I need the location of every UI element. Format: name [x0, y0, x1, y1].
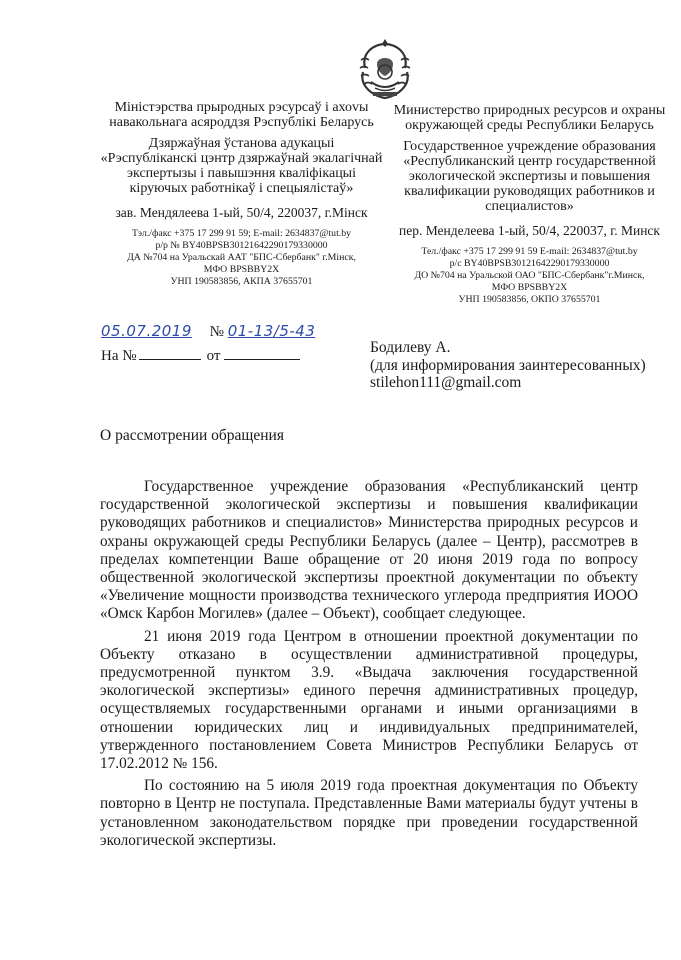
recipient-name: Бодилеву А. — [370, 339, 451, 356]
unp-ru: УНП 190583856, ОКПО 37655701 — [458, 294, 601, 305]
mfo-by: МФО BPSBBY2X — [203, 264, 280, 275]
phone-by: Тэл./факс +375 17 299 91 59; E-mail: 2634837@tut.by — [131, 228, 352, 239]
registration-date: 05.07.2019 — [101, 322, 192, 340]
letter-subject: О рассмотрении обращения — [100, 427, 284, 444]
reference-number-blank — [139, 347, 201, 360]
header-belarusian — [100, 100, 383, 288]
body-paragraph: 21 июня 2019 года Центром в отношении проектной документации по Объекту отказано в осуществлении административной процедуры, предусмотренной пунктом 3.9. «Выдача заключения государственной экологической экспертизы» единого перечня административных процедур, осуществляемых государственными органами и иными организациями в отношении юридических лиц и индивидуальных предпринимателей, утвержденного постановлением Совета Министров Республики Беларусь от 17.02.2012 № 156. — [100, 627, 638, 773]
phone-ru: Тел./факс +375 17 299 91 59 E-mail: 2634837@tut.by — [421, 246, 638, 257]
recipient-block — [370, 339, 646, 392]
address-ru: пер. Менделеева 1-ый, 50/4, 220037, г. Минск — [399, 223, 660, 238]
requisites-by — [100, 228, 383, 288]
bank-ru: ДО №704 на Уральской ОАО "БПС-Сбербанк"г.Минск, — [414, 270, 645, 281]
reference-date-blank — [224, 347, 300, 360]
ministry-name-ru: Министерство природных ресурсов и охраны окружающей среды Республики Беларусь — [393, 103, 666, 133]
requisites-ru — [388, 246, 671, 306]
bank-by: ДА №704 на Уральскай ААТ "БПС-Сбербанк" г.Мінск, — [127, 252, 356, 263]
recipient-email: stilehon111@gmail.com — [370, 374, 522, 391]
institution-name-by: Дзяржаўная ўстанова адукацыі «Рэспубліканскі цэнтр дзяржаўнай экалагічнай экспертызы і павышэння кваліфікацыі кіруючых работнікаў і спецыялістаў» — [100, 136, 383, 196]
body-paragraph: Государственное учреждение образования «Республиканский центр государственной экологической экспертизы и повышения квалификации руководящих работников и специалистов» Министерства природных ресурсов и охраны окружающей среды Республики Беларусь (далее – Центр), рассмотрев в пределах компетенции Ваше обращение от 20 июня 2019 года по вопросу общественной экологической экспертизы проектной документации по объекту «Увеличение мощности производства технического углерода предприятия ИООО «Омск Карбон Могилев» (далее – Объект), сообщает следующее. — [100, 478, 638, 623]
reference-prefix: На № — [101, 348, 137, 364]
address-by: зав. Мендялеева 1-ый, 50/4, 220037, г.Мінск — [115, 205, 368, 220]
letter-body — [100, 478, 638, 854]
mfo-ru: МФО BPSBBY2X — [491, 282, 568, 293]
state-emblem-icon — [355, 38, 415, 100]
reference-from: от — [206, 348, 221, 364]
account-ru: р/с BY40BPSB30121642290179330000 — [449, 258, 610, 269]
recipient-note: (для информирования заинтересованных) — [370, 356, 646, 374]
reference-line — [101, 347, 300, 365]
registration-number-label: № — [209, 324, 224, 340]
unp-by: УНП 190583856, АКПА 37655701 — [170, 276, 313, 287]
registration-number: 01-13/5-43 — [227, 322, 316, 340]
body-paragraph: По состоянию на 5 июля 2019 года проектная документация по Объекту повторно в Центр не поступала. Представленные Вами материалы будут учтены в установленном законодательством порядке при проведении государственной экологической экспертизы. — [100, 777, 638, 849]
registration-line — [101, 322, 315, 341]
institution-name-ru: Государственное учреждение образования «Республиканский центр государственной экологической экспертизы и повышения квалификации руководящих работников и специалистов» — [403, 139, 656, 214]
header-russian — [388, 103, 671, 306]
account-by: р/р № BY40BPSB30121642290179330000 — [155, 240, 328, 251]
ministry-name-by: Міністэрства прыродных рэсурсаў і ахоvы навакольнага асяроддзя Рэспублікі Беларусь — [109, 100, 374, 130]
